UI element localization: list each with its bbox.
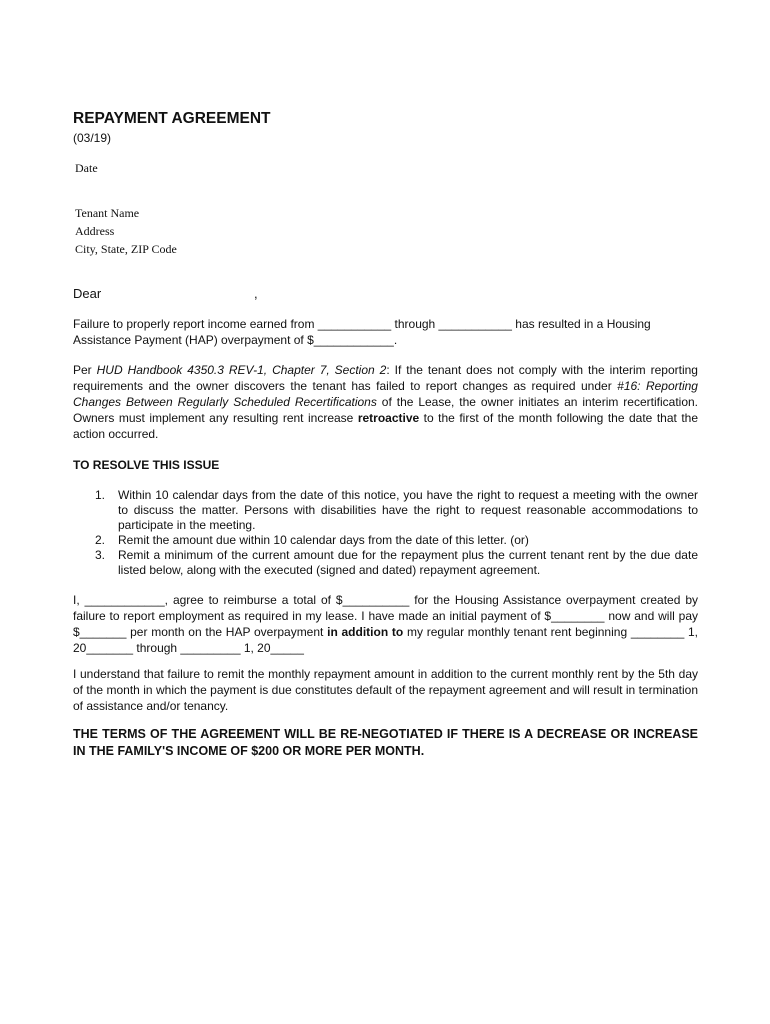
list-item-number: 3. [95,548,106,562]
handbook-text-2: of the Lease, the owner initiates an interim recertification. Owners must implement any resulting rent increase [73,395,699,425]
document-title: REPAYMENT AGREEMENT [73,110,271,127]
salutation-text: Dear [73,286,102,301]
address-label: Address [75,224,115,238]
agreement-text-2: my regular monthly tenant rent beginning ________ 1, 20_______ through _________ 1, 20_____ [73,625,698,655]
handbook-citation: HUD Handbook 4350.3 REV-1, Chapter 7, Section 2 [96,363,387,377]
handbook-text-3: to the first of the month following the date that the action occurred. [73,411,698,441]
salutation [73,286,258,301]
list-item [73,488,698,533]
failure-line-1: Failure to properly report income earned from ___________ through ___________ has resulted in a Housing [73,317,651,331]
salutation-comma: , [254,286,258,301]
lease-section-reference: #16: Reporting Changes Between Regularly Scheduled Recertifications [73,379,698,409]
in-addition-to-emphasis: in addition to [327,625,404,639]
list-item-text: Remit a minimum of the current amount due for the repayment plus the current tenant rent by the due date listed below, along with the executed (signed and dated) repayment agreement. [118,548,698,577]
date-field-label: Date [75,161,98,175]
revision-date: (03/19) [73,131,112,145]
list-item [73,548,698,578]
failure-paragraph [73,316,698,348]
tenant-name-label: Tenant Name [75,206,140,220]
handbook-text-1: : If the tenant does not comply with the interim reporting requirements and the owner discovers the tenant has failed to report changes as required under [73,363,698,393]
agreement-paragraph [73,592,698,656]
list-item-text: Remit the amount due within 10 calendar days from the date of this letter. (or) [118,533,529,547]
failure-line-2: Assistance Payment (HAP) overpayment of $____________. [73,333,398,347]
closing-notice: THE TERMS OF THE AGREEMENT WILL BE RE-NEGOTIATED IF THERE IS A DECREASE OR INCREASE IN THE FAMILY'S INCOME OF $200 OR MORE PER MONTH. [73,727,698,758]
list-item [73,533,698,548]
resolution-steps-list [73,488,698,578]
list-item-number: 2. [95,533,106,547]
agreement-text-1: I, ____________, agree to reimburse a total of $__________ for the Housing Assistance overpayment created by failure to report employment as required in my lease. I have made an initial payment of $________ now and will pay $_______ per month on the HAP overpayment [73,593,698,639]
retroactive-emphasis: retroactive [357,411,420,425]
city-state-zip-label: City, State, ZIP Code [75,242,177,256]
section-heading: TO RESOLVE THIS ISSUE [73,458,220,472]
handbook-prefix: Per [73,363,97,377]
list-item-number: 1. [95,488,106,502]
understanding-paragraph: I understand that failure to remit the monthly repayment amount in addition to the current monthly rent by the 5th day of the month in which the payment is due constitutes default of the repayment agreement and will result in termination of assistance and/or tenancy. [73,667,698,713]
handbook-paragraph [73,362,698,442]
tenant-address-block [75,204,177,258]
list-item-text: Within 10 calendar days from the date of this notice, you have the right to request a meeting with the owner to discuss the matter. Persons with disabilities have the right to request reasonable accommodations to participate in the meeting. [118,488,698,532]
